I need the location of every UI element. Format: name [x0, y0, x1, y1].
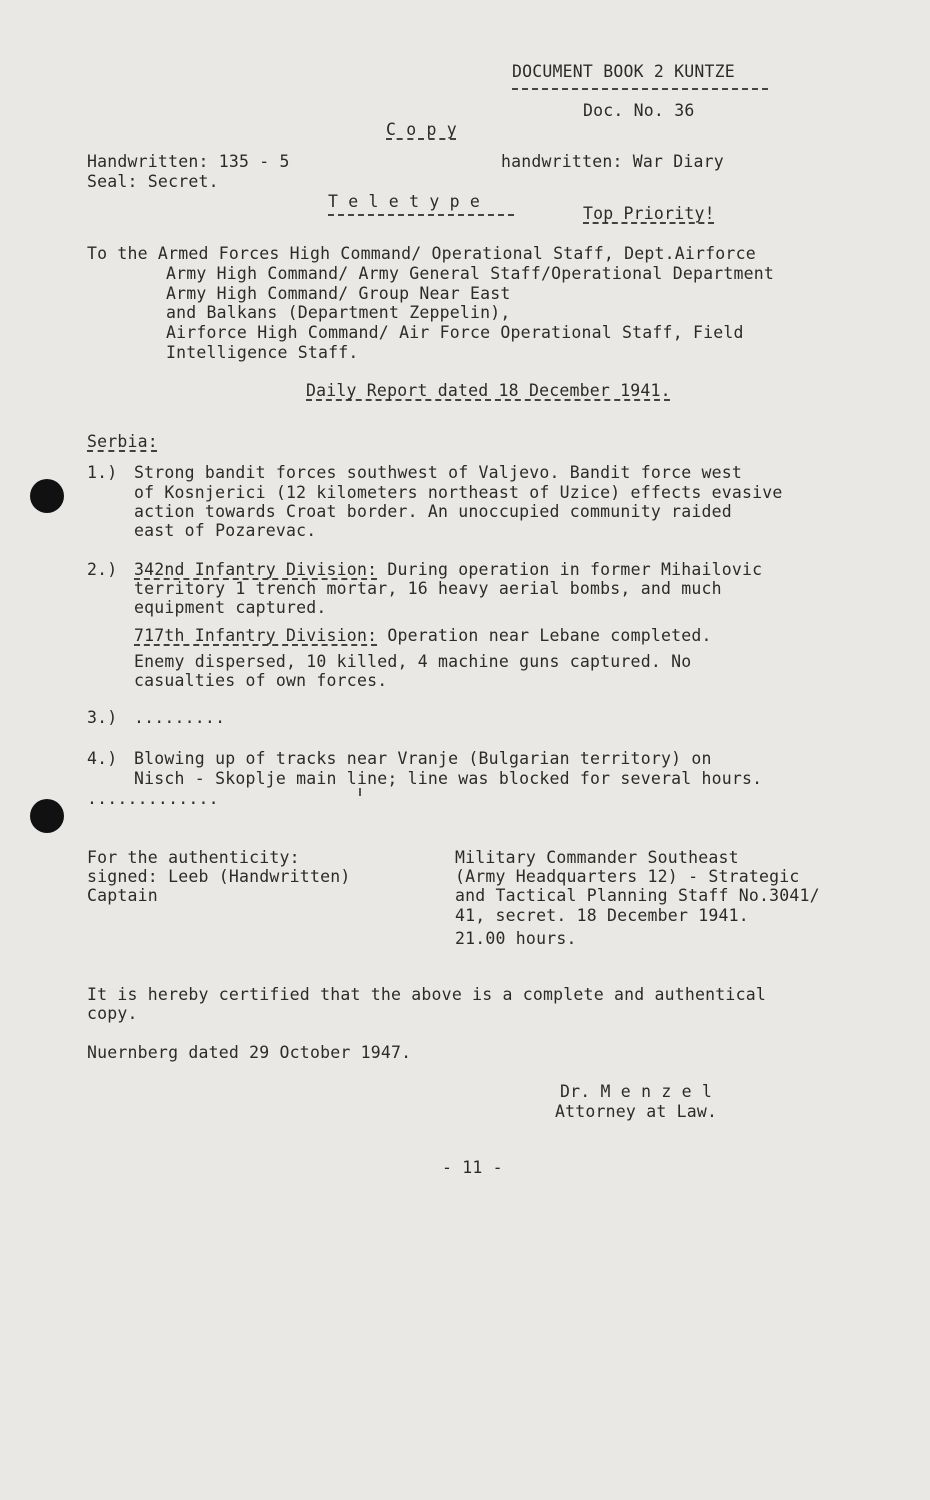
ink-mark: [359, 788, 361, 796]
recipient-line: Airforce High Command/ Air Force Operational Staff, Field: [166, 323, 744, 342]
item-number: 4.): [87, 749, 118, 768]
sender-line: (Army Headquarters 12) - Strategic: [455, 867, 800, 886]
authenticity-line: For the authenticity:: [87, 848, 300, 867]
sender-line: 21.00 hours.: [455, 929, 577, 948]
item4-omission: .............: [87, 789, 219, 808]
page-number: - 11 -: [442, 1158, 503, 1177]
item2-first-line: [134, 560, 762, 579]
authenticity-line: signed: Leeb (Handwritten): [87, 867, 351, 886]
item-number: 1.): [87, 463, 118, 482]
item4-line: Blowing up of tracks near Vranje (Bulgarian territory) on: [134, 749, 712, 768]
section-heading-serbia: Serbia:: [87, 432, 158, 451]
copy-label: C o p y: [386, 120, 457, 139]
item2-line: territory 1 trench mortar, 16 heavy aerial bombs, and much: [134, 579, 722, 598]
sender-line: and Tactical Planning Staff No.3041/: [455, 886, 820, 905]
unit-342nd-infantry-division: 342nd Infantry Division:: [134, 560, 378, 579]
top-priority: Top Priority!: [583, 204, 715, 223]
item1-line: action towards Croat border. An unoccupied community raided: [134, 502, 732, 521]
authenticity-line: Captain: [87, 886, 158, 905]
recipient-line: Army High Command/ Group Near East: [166, 284, 511, 303]
certification-line: copy.: [87, 1004, 138, 1023]
item4-line: Nisch - Skoplje main line; line was blocked for several hours.: [134, 769, 763, 788]
punch-hole-bottom: [30, 799, 64, 833]
place-date: Nuernberg dated 29 October 1947.: [87, 1043, 412, 1062]
item-number: 2.): [87, 560, 118, 579]
recipient-line: Intelligence Staff.: [166, 343, 359, 362]
seal-secret: Seal: Secret.: [87, 172, 219, 191]
handwritten-war-diary: handwritten: War Diary: [501, 152, 724, 171]
recipient-line: Army High Command/ Army General Staff/Operational Department: [166, 264, 775, 283]
recipient-line: To the Armed Forces High Command/ Operational Staff, Dept.Airforce: [87, 244, 756, 263]
item1-line: Strong bandit forces southwest of Valjevo. Bandit force west: [134, 463, 743, 482]
sender-line: 41, secret. 18 December 1941.: [455, 906, 749, 925]
item2-line: casualties of own forces.: [134, 671, 388, 690]
document-book-title: DOCUMENT BOOK 2 KUNTZE: [512, 62, 735, 81]
report-title: Daily Report dated 18 December 1941.: [306, 381, 671, 400]
item1-line: east of Pozarevac.: [134, 521, 317, 540]
item3-omission: .........: [134, 708, 226, 727]
item2-line: Enemy dispersed, 10 killed, 4 machine guns captured. No: [134, 652, 692, 671]
item2-unit-b-line: [134, 626, 712, 645]
handwritten-reference: Handwritten: 135 - 5: [87, 152, 290, 171]
recipient-line: and Balkans (Department Zeppelin),: [166, 303, 511, 322]
teletype-label: T e l e t y p e: [328, 192, 481, 211]
item-number: 3.): [87, 708, 118, 727]
sender-line: Military Commander Southeast: [455, 848, 739, 867]
item2-line: During operation in former Mihailovic: [377, 560, 763, 579]
attorney-title: Attorney at Law.: [555, 1102, 718, 1121]
unit-717th-infantry-division: 717th Infantry Division:: [134, 626, 378, 645]
item2-line: Operation near Lebane completed.: [377, 626, 712, 645]
item2-line: equipment captured.: [134, 598, 327, 617]
item1-line: of Kosnjerici (12 kilometers northeast of Uzice) effects evasive: [134, 483, 783, 502]
punch-hole-top: [30, 479, 64, 513]
title-dashed-rule: [512, 88, 768, 90]
attorney-name: Dr. M e n z e l: [560, 1082, 713, 1101]
teletype-dashed-rule: [328, 214, 514, 216]
doc-number: Doc. No. 36: [583, 101, 695, 120]
certification-line: It is hereby certified that the above is a complete and authentical: [87, 985, 766, 1004]
